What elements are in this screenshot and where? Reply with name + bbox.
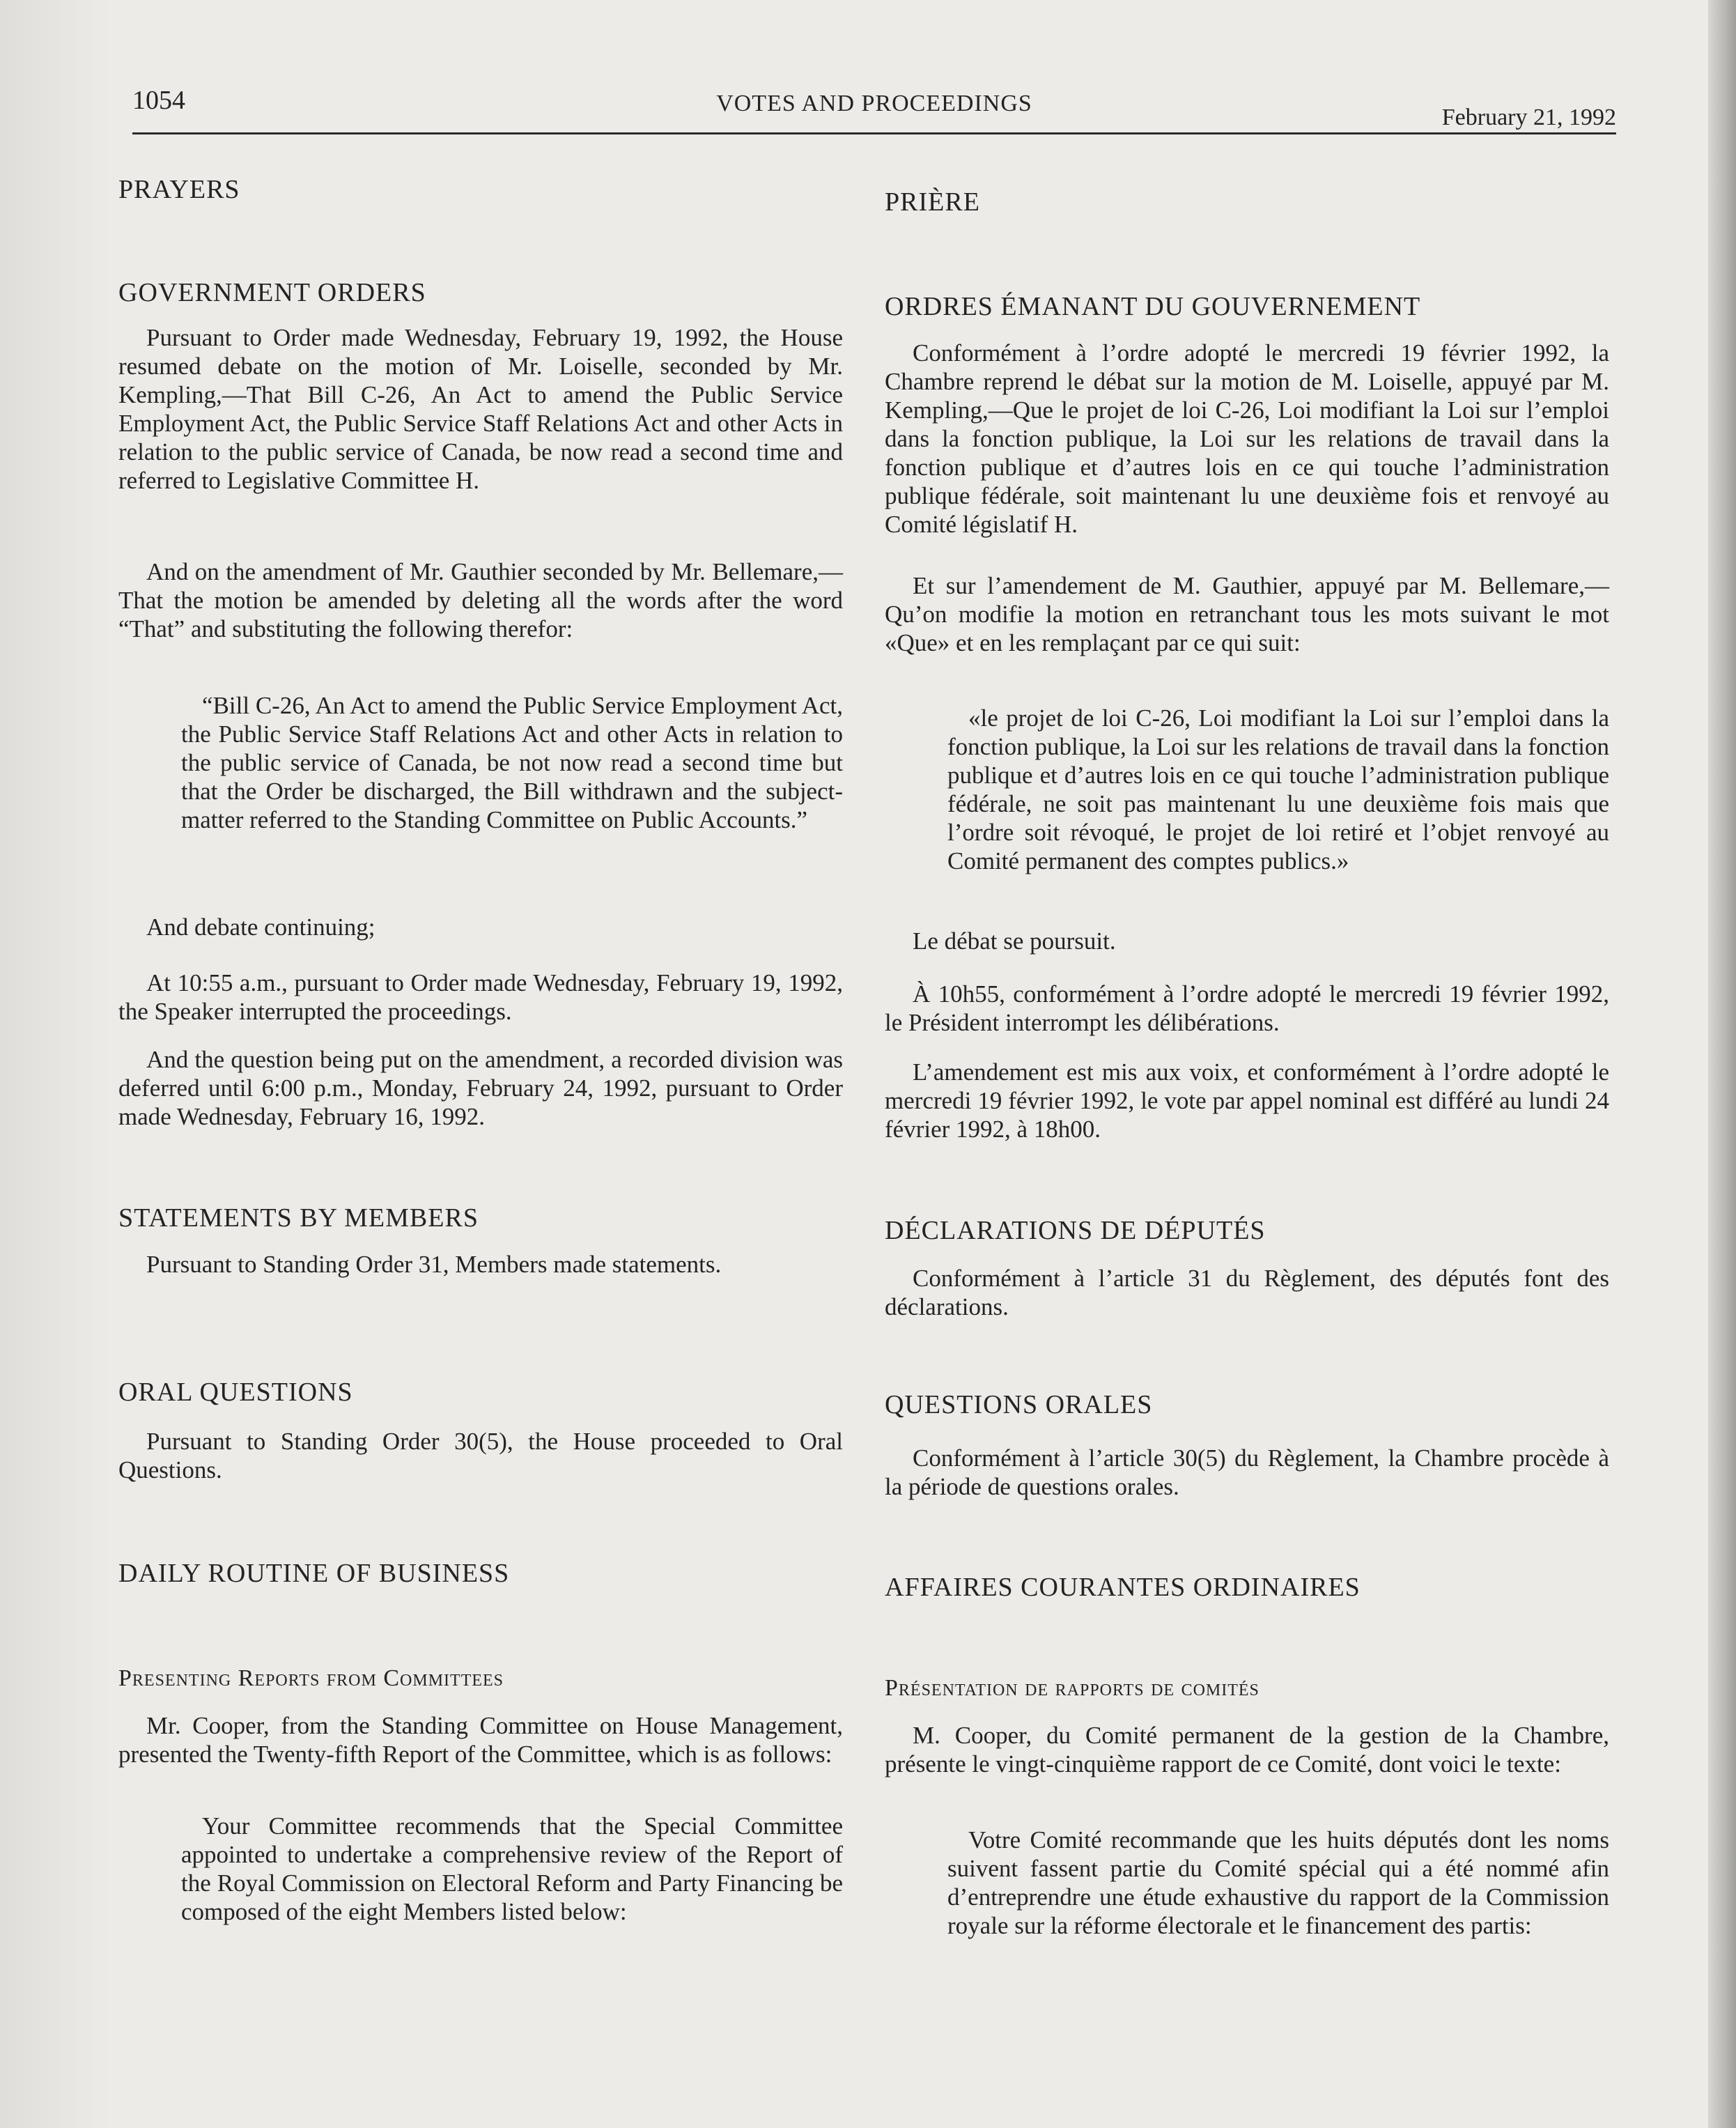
gov-orders-paragraph-2: And on the amendment of Mr. Gauthier seconded by Mr. Bellemare,—That the motion be amended by deleting all the words after the word “That” and substituting the following therefor: <box>118 558 843 642</box>
publication-title: VOTES AND PROCEEDINGS <box>716 91 1032 116</box>
gov-orders-paragraph-4: At 10:55 a.m., pursuant to Order made Wednesday, February 19, 1992, the Speaker interrupted the proceedings. <box>118 969 843 1025</box>
subheading-presenting-reports: Presenting Reports from Committees <box>118 1665 504 1691</box>
gov-orders-quoted-amendment: “Bill C-26, An Act to amend the Public Service Employment Act, the Public Service Staff Relations Act and other Acts in relation to the public service of Canada, be not now read a second time but that the Order be discharged, the Bill withdrawn and the subject-matter referred to the Standing Committee on Public Accounts.” <box>181 692 843 833</box>
page-edge <box>1708 0 1736 2128</box>
ordres-paragraph-1: Conformément à l’ordre adopté le mercredi 19 février 1992, la Chambre reprend le débat sur la motion de M. Loiselle, appuyé par M. Kempling,—Que le projet de loi C-26, Loi modifiant la Loi sur l’emploi dans la fonction publique, la Loi sur les relations de travail dans la fonction publique et d’autres lois en ce qui touche l’administration publique fédérale, soit maintenant lu une deuxième fois et renvoyé au Comité législatif H. <box>885 339 1609 538</box>
reports-quoted-text: Your Committee recommends that the Special Committee appointed to undertake a comprehensive review of the Report of the Royal Commission on Electoral Reform and Party Financing be composed of the eight Members listed below: <box>181 1812 843 1925</box>
questions-orales-paragraph: Conformément à l’article 30(5) du Règlement, la Chambre procède à la période de questions orales. <box>885 1444 1609 1500</box>
heading-statements-by-members: STATEMENTS BY MEMBERS <box>118 1203 479 1233</box>
scan-shadow <box>0 0 111 2128</box>
heading-ordres-gouvernement: ORDRES ÉMANANT DU GOUVERNEMENT <box>885 292 1421 321</box>
page-number: 1054 <box>132 86 185 115</box>
ordres-paragraph-5: L’amendement est mis aux voix, et conformément à l’ordre adopté le mercredi 19 février 1992, le vote par appel nominal est différé au lundi 24 février 1992, à 18h00. <box>885 1058 1609 1143</box>
heading-prayers: PRAYERS <box>118 175 240 204</box>
oral-questions-paragraph: Pursuant to Standing Order 30(5), the House proceeded to Oral Questions. <box>118 1428 843 1483</box>
subheading-presentation-rapports: Présentation de rapports de comités <box>885 1675 1260 1701</box>
heading-questions-orales: QUESTIONS ORALES <box>885 1390 1153 1419</box>
ordres-paragraph-3: Le débat se poursuit. <box>913 927 1116 955</box>
rapports-quoted-text: Votre Comité recommande que les huits députés dont les noms suivent fassent partie du Comité spécial qui a été nommé afin d’entreprendre une étude exhaustive du rapport de la Commission royale sur la réforme électorale et le financement des partis: <box>947 1826 1609 1939</box>
running-header <box>132 82 1616 134</box>
heading-priere: PRIÈRE <box>885 187 980 217</box>
rapports-paragraph: M. Cooper, du Comité permanent de la gestion de la Chambre, présente le vingt-cinquième rapport de ce Comité, dont voici le texte: <box>885 1722 1609 1778</box>
ordres-quoted-amendment: «le projet de loi C-26, Loi modifiant la Loi sur l’emploi dans la fonction publique, la Loi sur les relations de travail dans la fonction publique et d’autres lois en ce qui touche l’administration publique fédérale, ne soit pas maintenant lu une deuxième fois mais que l’ordre soit révoqué, le projet de loi retiré et l’objet renvoyé au Comité permanent des comptes publics.» <box>947 704 1609 874</box>
statements-paragraph: Pursuant to Standing Order 31, Members made statements. <box>146 1251 722 1278</box>
heading-oral-questions: ORAL QUESTIONS <box>118 1378 353 1407</box>
ordres-paragraph-2: Et sur l’amendement de M. Gauthier, appuyé par M. Bellemare,—Qu’on modifie la motion en retranchant tous les mots suivant le mot «Que» et en les remplaçant par ce qui suit: <box>885 572 1609 656</box>
heading-government-orders: GOVERNMENT ORDERS <box>118 278 426 307</box>
heading-affaires-courantes: AFFAIRES COURANTES ORDINAIRES <box>885 1573 1361 1602</box>
reports-paragraph: Mr. Cooper, from the Standing Committee on House Management, presented the Twenty-fifth Report of the Committee, which is as follows: <box>118 1712 843 1768</box>
heading-declarations-deputes: DÉCLARATIONS DE DÉPUTÉS <box>885 1216 1266 1245</box>
gov-orders-paragraph-3: And debate continuing; <box>146 913 375 941</box>
heading-daily-routine: DAILY ROUTINE OF BUSINESS <box>118 1559 510 1588</box>
gov-orders-paragraph-1: Pursuant to Order made Wednesday, February 19, 1992, the House resumed debate on the motion of Mr. Loiselle, seconded by Mr. Kempling,—That Bill C-26, An Act to amend the Public Service Employment Act, the Public Service Staff Relations Act and other Acts in relation to the public service of Canada, be now read a second time and referred to Legislative Committee H. <box>118 324 843 494</box>
ordres-paragraph-4: À 10h55, conformément à l’ordre adopté le mercredi 19 février 1992, le Président interrompt les délibérations. <box>885 980 1609 1036</box>
issue-date: February 21, 1992 <box>1441 105 1616 130</box>
declarations-paragraph: Conformément à l’article 31 du Règlement, des députés font des déclarations. <box>885 1265 1609 1320</box>
gov-orders-paragraph-5: And the question being put on the amendment, a recorded division was deferred until 6:00 p.m., Monday, February 24, 1992, pursuant to Order made Wednesday, February 16, 1992. <box>118 1046 843 1130</box>
